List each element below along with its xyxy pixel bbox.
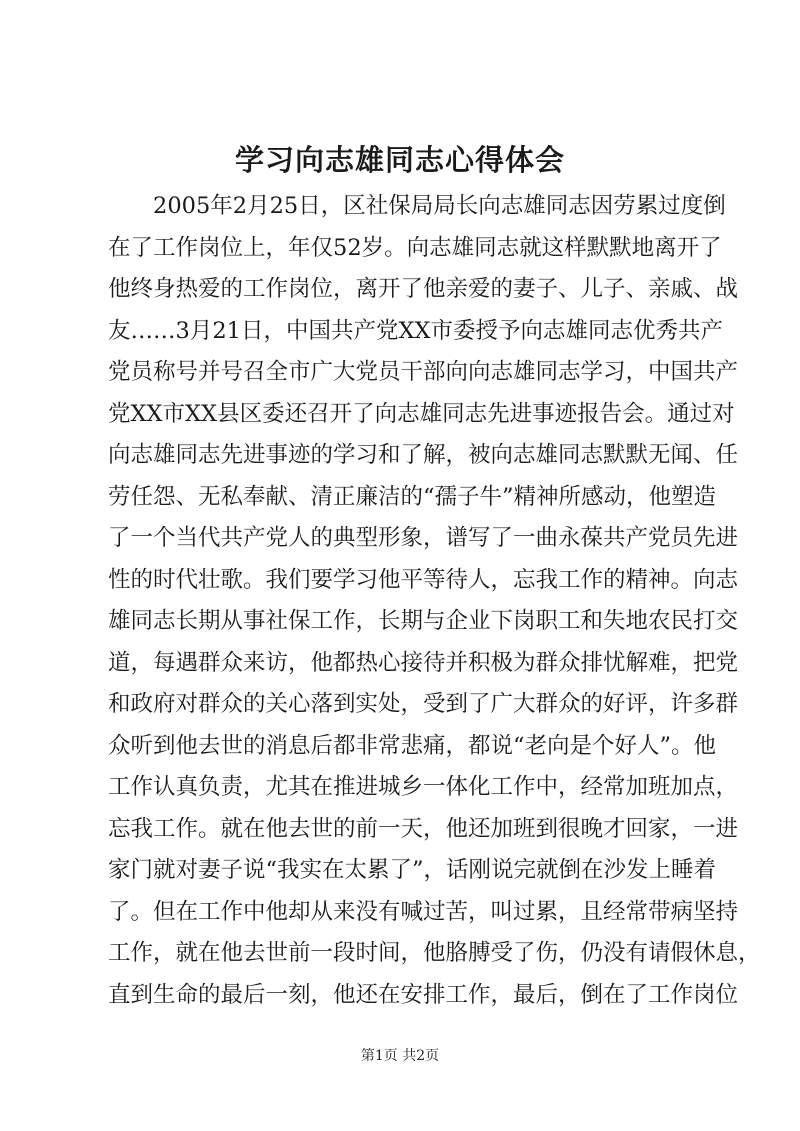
document-title: 学习向志雄同志心得体会 [234, 143, 565, 177]
body-line: 他终身热爱的工作岗位，离开了他亲爱的妻子、儿子、亲戚、战 [108, 276, 739, 302]
body-line: 直到生命的最后一刻，他还在安排工作，最后，倒在了工作岗位 [108, 981, 739, 1008]
body-line: 雄同志长期从事社保工作，长期与企业下岗职工和失地农民打交 [108, 608, 739, 634]
body-line: 党XX市XX县区委还召开了向志雄同志先进事迹报告会。通过对 [108, 400, 735, 427]
body-line: 工作，就在他去世前一段时间，他胳膊受了伤，仍没有请假休息， [108, 940, 761, 966]
body-line: 向志雄同志先进事迹的学习和了解，被向志雄同志默默无闻、任 [108, 442, 739, 468]
body-line: 党员称号并号召全市广大党员干部向向志雄同志学习，中国共产 [108, 359, 739, 385]
body-line: 和政府对群众的关心落到实处，受到了广大群众的好评，许多群 [108, 691, 739, 717]
page-footer: 第1页 共2页 [360, 1048, 440, 1064]
body-line: 2005年2月25日，区社保局局长向志雄同志因劳累过度倒 [153, 193, 726, 219]
document-body [108, 186, 761, 1016]
body-line: 在了工作岗位上，年仅52岁。向志雄同志就这样默默地离开了 [108, 234, 722, 261]
body-line: 了一个当代共产党人的典型形象，谱写了一曲永葆共产党员先进 [108, 525, 739, 551]
body-line: 道，每遇群众来访，他都热心接待并积极为群众排忧解难，把党 [108, 649, 739, 676]
body-line: 了。但在工作中他却从来没有喊过苦，叫过累，且经常带病坚持 [108, 898, 739, 925]
body-line: 家门就对妻子说“我实在太累了”，话刚说完就倒在沙发上睡着 [108, 857, 717, 883]
body-line: 忘我工作。就在他去世的前一天，他还加班到很晚才回家，一进 [108, 815, 739, 842]
body-line: 工作认真负责，尤其在推进城乡一体化工作中，经常加班加点， [108, 774, 739, 800]
body-line: 性的时代壮歌。我们要学习他平等待人，忘我工作的精神。向志 [108, 566, 739, 593]
body-line: 劳任怨、无私奉献、清正廉洁的“孺子牛”精神所感动，他塑造 [108, 483, 717, 510]
body-line: 众听到他去世的消息后都非常悲痛，都说“老向是个好人”。他 [108, 732, 717, 759]
body-line: 友……3月21日，中国共产党XX市委授予向志雄同志优秀共产 [108, 317, 723, 344]
